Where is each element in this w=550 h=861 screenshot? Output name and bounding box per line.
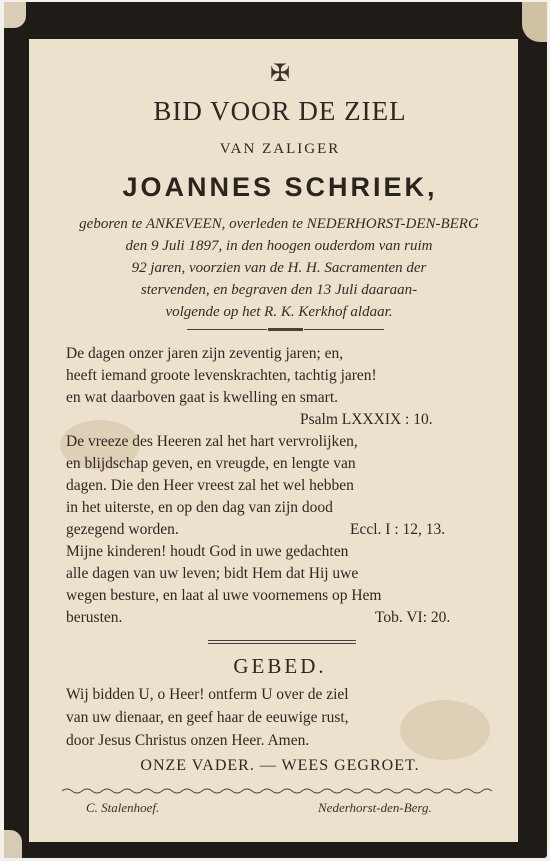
prayer-heading: GEBED. — [233, 654, 327, 678]
tob-line: berusten. — [66, 609, 123, 626]
tob-line: wegen besture, en laat al uwe voornemens op Hem — [66, 587, 382, 604]
psalm-line: en wat daarboven gaat is kwelling en smart. — [66, 389, 339, 406]
eccl-line: en blijdschap geven, en vreugde, en lengte van — [66, 455, 356, 472]
eccl-line: De vreeze des Heeren zal het hart vervrolijken, — [66, 433, 358, 450]
cross-icon: ✠ — [269, 61, 291, 87]
eccl-line: in het uiterste, en op den dag van zijn dood — [66, 499, 333, 516]
eccl-reference: Eccl. I : 12, 13. — [350, 521, 446, 538]
divider-rule — [187, 329, 267, 330]
wavy-rule — [62, 786, 496, 796]
tob-reference: Tob. VI: 20. — [375, 609, 451, 626]
bio-line: den 9 Juli 1897, in den hoogen ouderdom van ruim — [125, 238, 433, 254]
divider-rule — [208, 640, 356, 641]
tob-line: alle dagen van uw leven; bidt Hem dat Hij uwe — [66, 565, 359, 582]
psalm-line: De dagen onzer jaren zijn zeventig jaren; en, — [66, 345, 344, 362]
worn-corner-bottom-left — [4, 830, 22, 858]
bio-line: volgende op het R. K. Kerkhof aldaar. — [165, 304, 393, 320]
divider-ornament — [268, 328, 303, 331]
prayer-line: door Jesus Christus onzen Heer. Amen. — [66, 732, 310, 749]
bio-line: geboren te ANKEVEEN, overleden te NEDERHORST-DEN-BERG — [79, 216, 479, 232]
printer-place: Nederhorst-den-Berg. — [318, 800, 432, 815]
printer-name: C. Stalenhoef. — [86, 800, 160, 815]
divider-rule — [208, 643, 356, 644]
worn-corner-top-right — [522, 2, 547, 42]
bio-line: 92 jaren, voorzien van de H. H. Sacramenten der — [131, 260, 427, 276]
tob-line: Mijne kinderen! houdt God in uwe gedachten — [66, 543, 349, 560]
prayer-line: van uw dienaar, en geef haar de eeuwige rust, — [66, 709, 349, 726]
worn-corner-top-left — [4, 2, 26, 28]
bio-line: stervenden, en begraven den 13 Juli daaraan- — [140, 282, 418, 298]
card-subtitle: VAN ZALIGER — [219, 141, 341, 157]
closing-prayers: ONZE VADER. — WEES GEGROET. — [140, 757, 420, 774]
deceased-name: JOANNES SCHRIEK, — [122, 172, 438, 202]
divider-rule — [304, 329, 384, 330]
psalm-reference: Psalm LXXXIX : 10. — [300, 411, 433, 428]
eccl-line: gezegend worden. — [66, 521, 179, 538]
prayer-line: Wij bidden U, o Heer! ontferm U over de ziel — [66, 686, 349, 703]
card-title: BID VOOR DE ZIEL — [153, 96, 407, 126]
eccl-line: dagen. Die den Heer vreest zal het wel hebben — [66, 477, 354, 494]
psalm-line: heeft iemand groote levenskrachten, tachtig jaren! — [66, 367, 377, 384]
